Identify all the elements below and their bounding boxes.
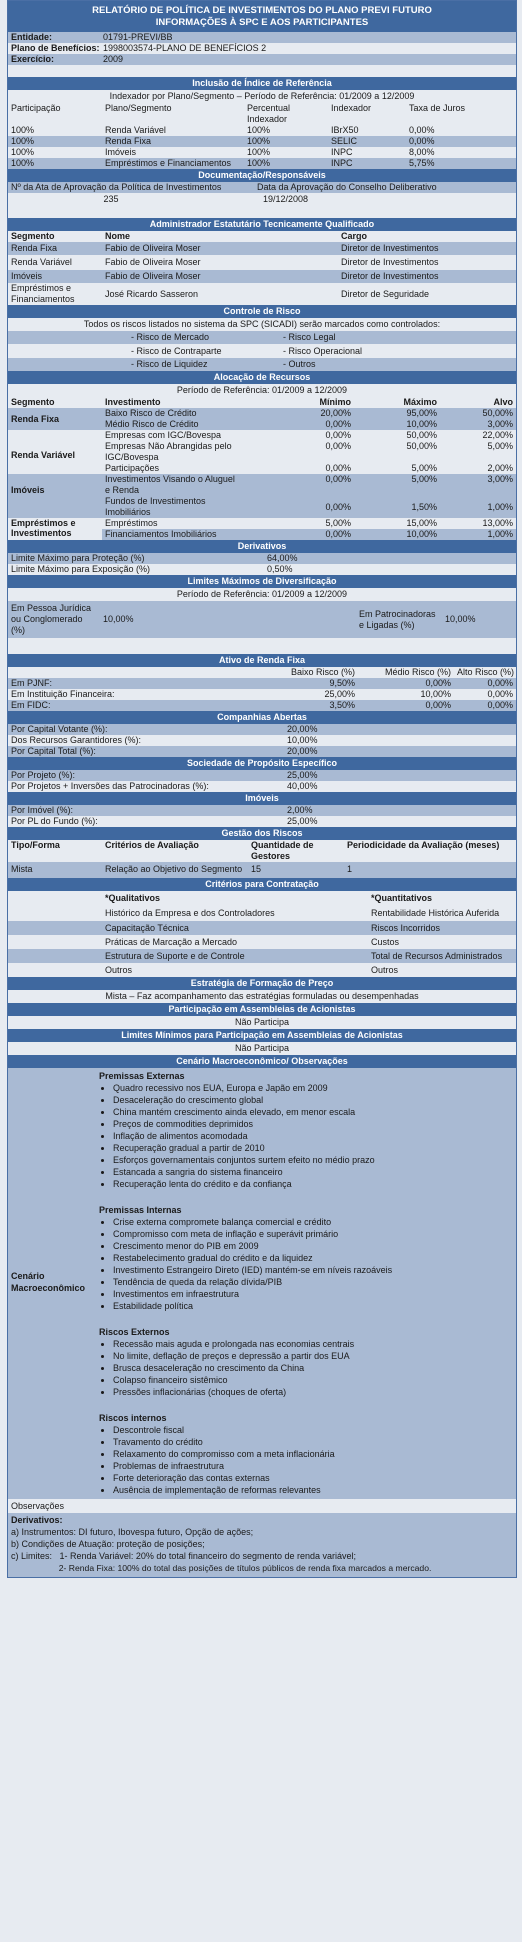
table-row: Práticas de Marcação a Mercado Custos [8,935,516,949]
table-row: Por Capital Total (%): 20,00% [8,746,516,757]
table-row: Mista Relação ao Objetivo do Segmento 15 1 [8,862,516,878]
table-row: Em FIDC: 3,50% 0,00% 0,00% [8,700,516,711]
table-row: Dos Recursos Garantidores (%): 10,00% [8,735,516,746]
info-plano: Plano de Benefícios: 1998003574-PLANO DE BENEFÍCIOS 2 [8,43,516,54]
table-row: 100% Imóveis 100% INPC 8,00% [8,147,516,158]
table-row: Renda Fixa Fabio de Oliveira Moser Diretor de Investimentos [8,242,516,255]
section-header-alocacao: Alocação de Recursos [8,371,516,384]
table-row: Limite Máximo para Exposição (%) 0,50% [8,564,516,575]
table-row: Por Projetos + Inversões das Patrocinadoras (%): 40,00% [8,781,516,792]
documentacao-values: 235 19/12/2008 [8,193,516,206]
alocacao-group-renda-fixa: Renda Fixa Baixo Risco de Crédito 20,00% 95,00% 50,00% Médio Risco de Crédito 0,00% 10,00% 3,00% [8,408,516,430]
alocacao-subtitle: Período de Referência: 01/2009 a 12/2009 [8,384,516,397]
report-document [7,0,517,1578]
estrategia-text: Mista – Faz acompanhamento das estratégias formuladas ou desempenhadas [8,990,516,1003]
criterios-column-headers: *Qualitativos *Quantitativos [8,891,516,905]
alocacao-column-headers: Segmento Investimento Mínimo Máximo Alvo [8,397,516,408]
section-header-derivativos: Derivativos [8,540,516,553]
limites-subtitle: Período de Referência: 01/2009 a 12/2009 [8,588,516,601]
cenario-section-title: Riscos internos [99,1413,167,1423]
table-row: Por Capital Votante (%): 20,00% [8,724,516,735]
list-item: • Preços de commodities deprimidos [113,1118,516,1130]
risco-row: - Risco de Contraparte - Risco Operacional [8,344,516,358]
risco-subtitle: Todos os riscos listados no sistema da SPC (SICADI) serão marcados como controlados: [8,318,516,331]
observacoes-line: a) Instrumentos: DI futuro, Ibovespa futuro, Opção de ações; [11,1527,254,1537]
section-header-assembleias: Participação em Assembleias de Acionistas [8,1003,516,1016]
assembleias-text: Não Participa [8,1016,516,1029]
table-row: Por Imóvel (%): 2,00% [8,805,516,816]
section-header-limites-assembleias: Limites Mínimos para Participação em Assembleias de Acionistas [8,1029,516,1042]
cenario-section-title: Premissas Internas [99,1205,182,1215]
table-row: 100% Empréstimos e Financiamentos 100% INPC 5,75% [8,158,516,169]
table-row: Empresas com IGC/Bovespa 0,00% 50,00% 22,00% [105,430,513,440]
info-entidade: Entidade: 01791-PREVI/BB [8,32,516,43]
list-item: • Recuperação gradual a partir de 2010 [113,1142,516,1154]
table-row: Médio Risco de Crédito 0,00% 10,00% 3,00% [8,419,516,430]
list-item: • Tendência de queda da relação dívida/PIB [113,1276,516,1288]
table-row: Por PL do Fundo (%): 25,00% [8,816,516,827]
section-header-companhias: Companhias Abertas [8,711,516,724]
table-row: Empréstimos e Financiamentos José Ricardo Sasseron Diretor de Seguridade [8,283,516,305]
table-row: 100% Renda Fixa 100% SELIC 0,00% [8,136,516,147]
section-header-criterios: Critérios para Contratação [8,878,516,891]
list-item: • Travamento do crédito [113,1436,516,1448]
cenario-list [99,1424,516,1496]
cenario-content [99,1068,516,1496]
observacoes-line: b) Condições de Atuação: proteção de posições; [11,1539,205,1549]
table-row: Investimentos Visando o Aluguel e Renda 0,00% 5,00% 3,00% [105,474,513,495]
admin-column-headers: Segmento Nome Cargo [8,231,516,242]
table-row: 100% Renda Variável 100% IBrX50 0,00% [8,125,516,136]
list-item: • Restabelecimento gradual do crédito e da liquidez [113,1252,516,1264]
list-item: • China mantém crescimento ainda elevado, em menor escala [113,1106,516,1118]
cenario-list [99,1216,516,1312]
section-header-controle-risco: Controle de Risco [8,305,516,318]
table-row: Participações 0,00% 5,00% 2,00% [105,463,513,473]
observacoes-line: 2- Renda Fixa: 100% do total das posições de títulos públicos de renda fixa marcados a mercado. [11,1563,432,1573]
list-item: • Brusca desaceleração no crescimento da China [113,1362,516,1374]
cenario-section-title: Riscos Externos [99,1327,170,1337]
list-item: • Recuperação lenta do crédito e da confiança [113,1178,516,1190]
list-item: • Investimentos em infraestrutura [113,1288,516,1300]
section-header-documentacao: Documentação/Responsáveis [8,169,516,182]
observacoes-block [8,1513,516,1577]
list-item: • Estabilidade política [113,1300,516,1312]
list-item: • Descontrole fiscal [113,1424,516,1436]
section-header-limites: Limites Máximos de Diversificação [8,575,516,588]
alocacao-group-renda-variavel: Renda Variável Empresas com IGC/Bovespa 0,00% 50,00% 22,00% Empresas Não Abrangidas pelo IGC/Bovespa 0,00% 50,00% 5,00% Participações 0,00% 5,00% 2,00% [8,430,516,474]
indice-subtitle: Indexador por Plano/Segmento – Período de Referência: 01/2009 a 12/2009 [8,90,516,103]
cenario-section-title: Premissas Externas [99,1071,185,1081]
list-item: • Crescimento menor do PIB em 2009 [113,1240,516,1252]
list-item: • Quadro recessivo nos EUA, Europa e Japão em 2009 [113,1082,516,1094]
section-header-estrategia: Estratégia de Formação de Preço [8,977,516,990]
section-header-administrador: Administrador Estatutário Tecnicamente Qualificado [8,218,516,231]
table-row: Em Instituição Financeira: 25,00% 10,00% 0,00% [8,689,516,700]
table-row: Por Projeto (%): 25,00% [8,770,516,781]
table-row: Histórico da Empresa e dos Controladores Rentabilidade Histórica Auferida [8,905,516,921]
section-header-spe: Sociedade de Propósito Específico [8,757,516,770]
observacoes-title: Derivativos: [11,1515,63,1525]
report-title: RELATÓRIO DE POLÍTICA DE INVESTIMENTOS DO PLANO PREVI FUTURO INFORMAÇÕES À SPC E AOS PARTICIPANTES [8,1,516,32]
table-row: Baixo Risco de Crédito 20,00% 95,00% 50,00% [8,408,516,419]
indice-column-headers: Participação Plano/Segmento Percentual Indexador Indexador Taxa de Juros [8,103,516,125]
list-item: • Recessão mais aguda e prolongada nas economias centrais [113,1338,516,1350]
alocacao-group-imoveis: Imóveis Investimentos Visando o Aluguel e Renda 0,00% 5,00% 3,00% Fundos de Investimentos Imobiliários 0,00% 1,50% 1,00% [8,474,516,518]
ativo-column-headers: Baixo Risco (%) Médio Risco (%) Alto Risco (%) [8,667,516,678]
table-row: Capacitação Técnica Riscos Incorridos [8,921,516,935]
section-header-cenario: Cenário Macroeconômico/ Observações [8,1055,516,1068]
list-item: • Estancada a sangria do sistema financeiro [113,1166,516,1178]
table-row: Renda Variável Fabio de Oliveira Moser Diretor de Investimentos [8,255,516,270]
cenario-list [99,1338,516,1398]
gestao-column-headers: Tipo/Forma Critérios de Avaliação Quantidade de Gestores Periodicidade da Avaliação (meses) [8,840,516,862]
risco-row: - Risco de Mercado - Risco Legal [8,331,516,344]
section-header-indice: Inclusão de Índice de Referência [8,77,516,90]
list-item: • Crise externa compromete balança comercial e crédito [113,1216,516,1228]
list-item: • Esforços governamentais conjuntos surtem efeito no médio prazo [113,1154,516,1166]
table-row: Outros Outros [8,963,516,977]
list-item: • Ausência de implementação de reformas relevantes [113,1484,516,1496]
alocacao-group-emprestimos: Empréstimos e Investimentos Empréstimos 5,00% 15,00% 13,00% Financiamentos Imobiliários 0,00% 10,00% 1,00% [8,518,516,540]
table-row: Empresas Não Abrangidas pelo IGC/Bovespa 0,00% 50,00% 5,00% [105,441,513,462]
table-row: Financiamentos Imobiliários 0,00% 10,00% 1,00% [8,529,516,540]
observacoes-label: Observações [8,1499,516,1513]
info-exercicio: Exercício: 2009 [8,54,516,65]
list-item: • Desaceleração do crescimento global [113,1094,516,1106]
limites-row: Em Pessoa Jurídica ou Conglomerado (%) 10,00% Em Patrocinadoras e Ligadas (%) 10,00% [8,601,516,638]
section-header-imoveis: Imóveis [8,792,516,805]
list-item: • Investimento Estrangeiro Direto (IED) mantém-se em níveis razoáveis [113,1264,516,1276]
table-row: Estrutura de Suporte e de Controle Total de Recursos Administrados [8,949,516,963]
list-item: • Inflação de alimentos acomodada [113,1130,516,1142]
table-row: Em PJNF: 9,50% 0,00% 0,00% [8,678,516,689]
list-item: • No limite, deflação de preços e depressão a partir dos EUA [113,1350,516,1362]
list-item: • Problemas de infraestrutura [113,1460,516,1472]
cenario-block [8,1068,516,1499]
documentacao-labels: Nº da Ata de Aprovação da Política de Investimentos Data da Aprovação do Conselho Deliberativo [8,182,516,193]
cenario-list [99,1082,516,1190]
list-item: • Forte deterioração das contas externas [113,1472,516,1484]
section-header-ativo-renda-fixa: Ativo de Renda Fixa [8,654,516,667]
list-item: • Relaxamento do compromisso com a meta inflacionária [113,1448,516,1460]
risco-row: - Risco de Liquidez - Outros [8,358,516,371]
limites-assembleias-text: Não Participa [8,1042,516,1055]
list-item: • Pressões inflacionárias (choques de oferta) [113,1386,516,1398]
list-item: • Colapso financeiro sistêmico [113,1374,516,1386]
observacoes-line: c) Limites: 1- Renda Variável: 20% do total financeiro do segmento de renda variável; [11,1551,357,1561]
section-header-gestao: Gestão dos Riscos [8,827,516,840]
table-row: Limite Máximo para Proteção (%) 64,00% [8,553,516,564]
table-row: Imóveis Fabio de Oliveira Moser Diretor de Investimentos [8,270,516,283]
table-row: Empréstimos 5,00% 15,00% 13,00% [105,518,513,528]
list-item: • Compromisso com meta de inflação e superávit primário [113,1228,516,1240]
table-row: Fundos de Investimentos Imobiliários 0,00% 1,50% 1,00% [105,496,513,517]
cenario-label: Cenário Macroeconômico [11,1271,86,1293]
